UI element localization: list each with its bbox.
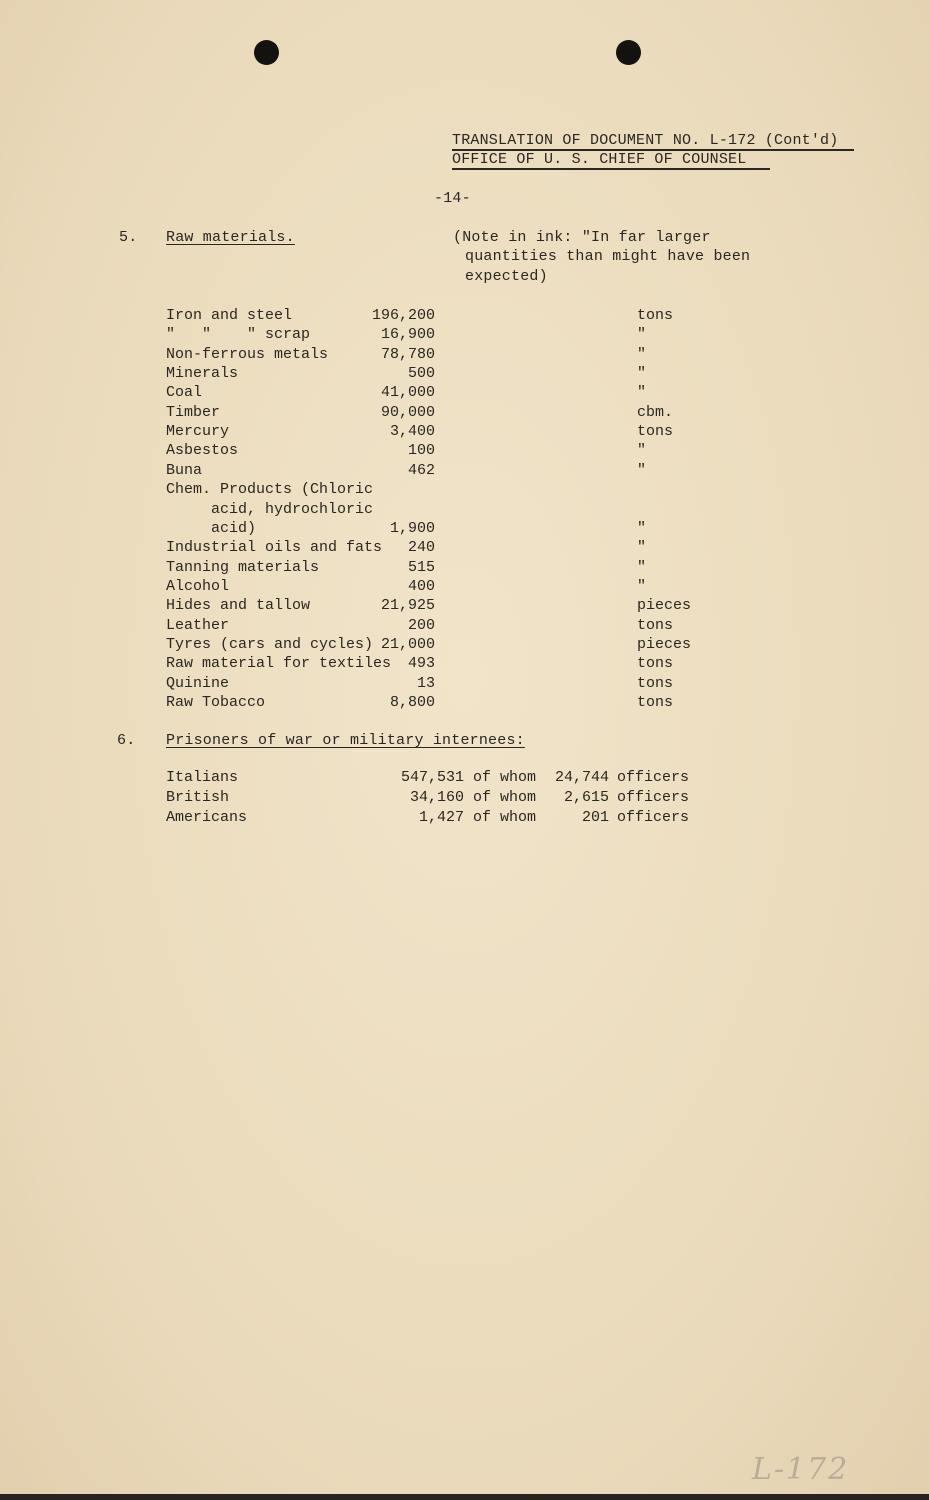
prisoner-officer-count: 201 xyxy=(581,808,609,826)
material-row xyxy=(166,616,726,635)
material-name: Minerals xyxy=(166,365,239,383)
material-unit: " xyxy=(637,365,647,383)
material-name: Tanning materials xyxy=(166,558,320,576)
material-row xyxy=(166,519,726,538)
material-name: Hides and tallow xyxy=(166,597,311,615)
material-row xyxy=(166,422,726,441)
material-row xyxy=(166,461,726,480)
material-unit: " xyxy=(637,345,647,363)
material-quantity: 240 xyxy=(407,539,435,557)
section-6-title: Prisoners of war or military internees: xyxy=(166,732,525,749)
material-row xyxy=(166,577,726,596)
material-name: Raw material for textiles xyxy=(166,655,392,673)
material-quantity: 196,200 xyxy=(371,307,435,324)
section-6-number: 6. xyxy=(117,732,136,749)
prisoner-officers-label: officers xyxy=(617,808,690,826)
material-row xyxy=(166,325,726,344)
material-name: Timber xyxy=(166,403,221,421)
header-office: OFFICE OF U. S. CHIEF OF COUNSEL xyxy=(452,151,747,168)
prisoner-row xyxy=(166,808,726,828)
material-name: Industrial oils and fats xyxy=(166,539,383,557)
material-name: Leather xyxy=(166,616,230,634)
prisoner-total: 34,160 xyxy=(409,788,464,806)
material-quantity: 493 xyxy=(407,655,435,673)
punch-hole-left xyxy=(254,40,279,65)
material-row xyxy=(166,500,726,519)
material-name: Raw Tobacco xyxy=(166,694,266,711)
material-name: Non-ferrous metals xyxy=(166,345,329,363)
material-row xyxy=(166,538,726,557)
material-unit: " xyxy=(637,326,647,344)
material-name: Mercury xyxy=(166,423,230,441)
material-name: Alcohol xyxy=(166,577,230,595)
material-quantity: 400 xyxy=(407,577,435,595)
section-5-number: 5. xyxy=(119,229,138,246)
material-row xyxy=(166,345,726,364)
prisoner-row xyxy=(166,768,726,788)
material-row xyxy=(166,693,726,712)
material-quantity: 200 xyxy=(407,616,435,634)
material-unit: " xyxy=(637,539,647,557)
material-row xyxy=(166,441,726,460)
prisoner-of-whom: of whom xyxy=(473,769,537,786)
material-quantity: 462 xyxy=(407,461,435,479)
prisoner-of-whom: of whom xyxy=(473,788,537,806)
handwritten-document-mark: L-172 xyxy=(752,1452,850,1487)
ink-note-line-3: expected) xyxy=(465,268,548,285)
material-unit: pieces xyxy=(637,635,692,653)
material-row xyxy=(166,480,726,499)
material-row xyxy=(166,383,726,402)
header-rule-2 xyxy=(452,168,770,170)
material-unit: tons xyxy=(637,616,674,634)
material-unit: tons xyxy=(637,674,674,692)
page-bottom-edge xyxy=(0,1494,929,1500)
material-name: Tyres (cars and cycles) xyxy=(166,635,374,653)
material-quantity: 8,800 xyxy=(389,694,435,711)
header-title: TRANSLATION OF DOCUMENT NO. L-172 (Cont'd) xyxy=(452,132,839,149)
material-unit: " xyxy=(637,384,647,402)
material-quantity: 3,400 xyxy=(389,423,435,441)
material-name: acid) xyxy=(166,519,257,537)
prisoner-total: 547,531 xyxy=(400,769,464,786)
material-name: acid, hydrochloric xyxy=(166,500,374,518)
prisoner-officers-label: officers xyxy=(617,769,690,786)
material-unit: " xyxy=(637,442,647,460)
prisoner-nationality: Italians xyxy=(166,769,239,786)
prisoner-officer-count: 24,744 xyxy=(554,769,609,786)
material-name: Quinine xyxy=(166,674,230,692)
material-quantity: 500 xyxy=(407,365,435,383)
prisoner-of-whom: of whom xyxy=(473,808,537,826)
material-unit: tons xyxy=(637,307,674,324)
material-name: " " " scrap xyxy=(166,326,311,344)
material-row xyxy=(166,403,726,422)
material-unit: tons xyxy=(637,655,674,673)
material-unit: cbm. xyxy=(637,403,674,421)
material-quantity: 90,000 xyxy=(380,403,435,421)
material-row xyxy=(166,364,726,383)
material-quantity: 515 xyxy=(407,558,435,576)
material-unit: " xyxy=(637,519,647,537)
ink-note-line-1: (Note in ink: "In far larger xyxy=(453,229,711,246)
material-name: Iron and steel xyxy=(166,307,293,324)
ink-note-line-2: quantities than might have been xyxy=(465,248,751,265)
page-number: -14- xyxy=(434,190,471,207)
material-unit: " xyxy=(637,461,647,479)
material-quantity: 21,925 xyxy=(380,597,435,615)
prisoner-row xyxy=(166,788,726,808)
material-unit: tons xyxy=(637,423,674,441)
material-name: Chem. Products (Chloric xyxy=(166,481,374,499)
material-quantity: 1,900 xyxy=(389,519,435,537)
material-row xyxy=(166,635,726,654)
material-unit: " xyxy=(637,558,647,576)
material-quantity: 21,000 xyxy=(380,635,435,653)
material-quantity: 78,780 xyxy=(380,345,435,363)
prisoner-officers-label: officers xyxy=(617,788,690,806)
material-name: Coal xyxy=(166,384,203,402)
material-quantity: 16,900 xyxy=(380,326,435,344)
material-row xyxy=(166,596,726,615)
material-unit: tons xyxy=(637,694,674,711)
material-quantity: 41,000 xyxy=(380,384,435,402)
material-unit: pieces xyxy=(637,597,692,615)
punch-hole-right xyxy=(616,40,641,65)
prisoner-officer-count: 2,615 xyxy=(563,788,609,806)
prisoner-total: 1,427 xyxy=(418,808,464,826)
material-unit: " xyxy=(637,577,647,595)
material-name: Asbestos xyxy=(166,442,239,460)
material-quantity: 13 xyxy=(416,674,435,692)
material-row xyxy=(166,674,726,693)
material-row xyxy=(166,558,726,577)
material-name: Buna xyxy=(166,461,203,479)
prisoner-nationality: British xyxy=(166,788,230,806)
material-row xyxy=(166,654,726,673)
material-quantity: 100 xyxy=(407,442,435,460)
prisoner-nationality: Americans xyxy=(166,808,248,826)
section-5-title: Raw materials. xyxy=(166,229,295,246)
material-row xyxy=(166,306,726,325)
